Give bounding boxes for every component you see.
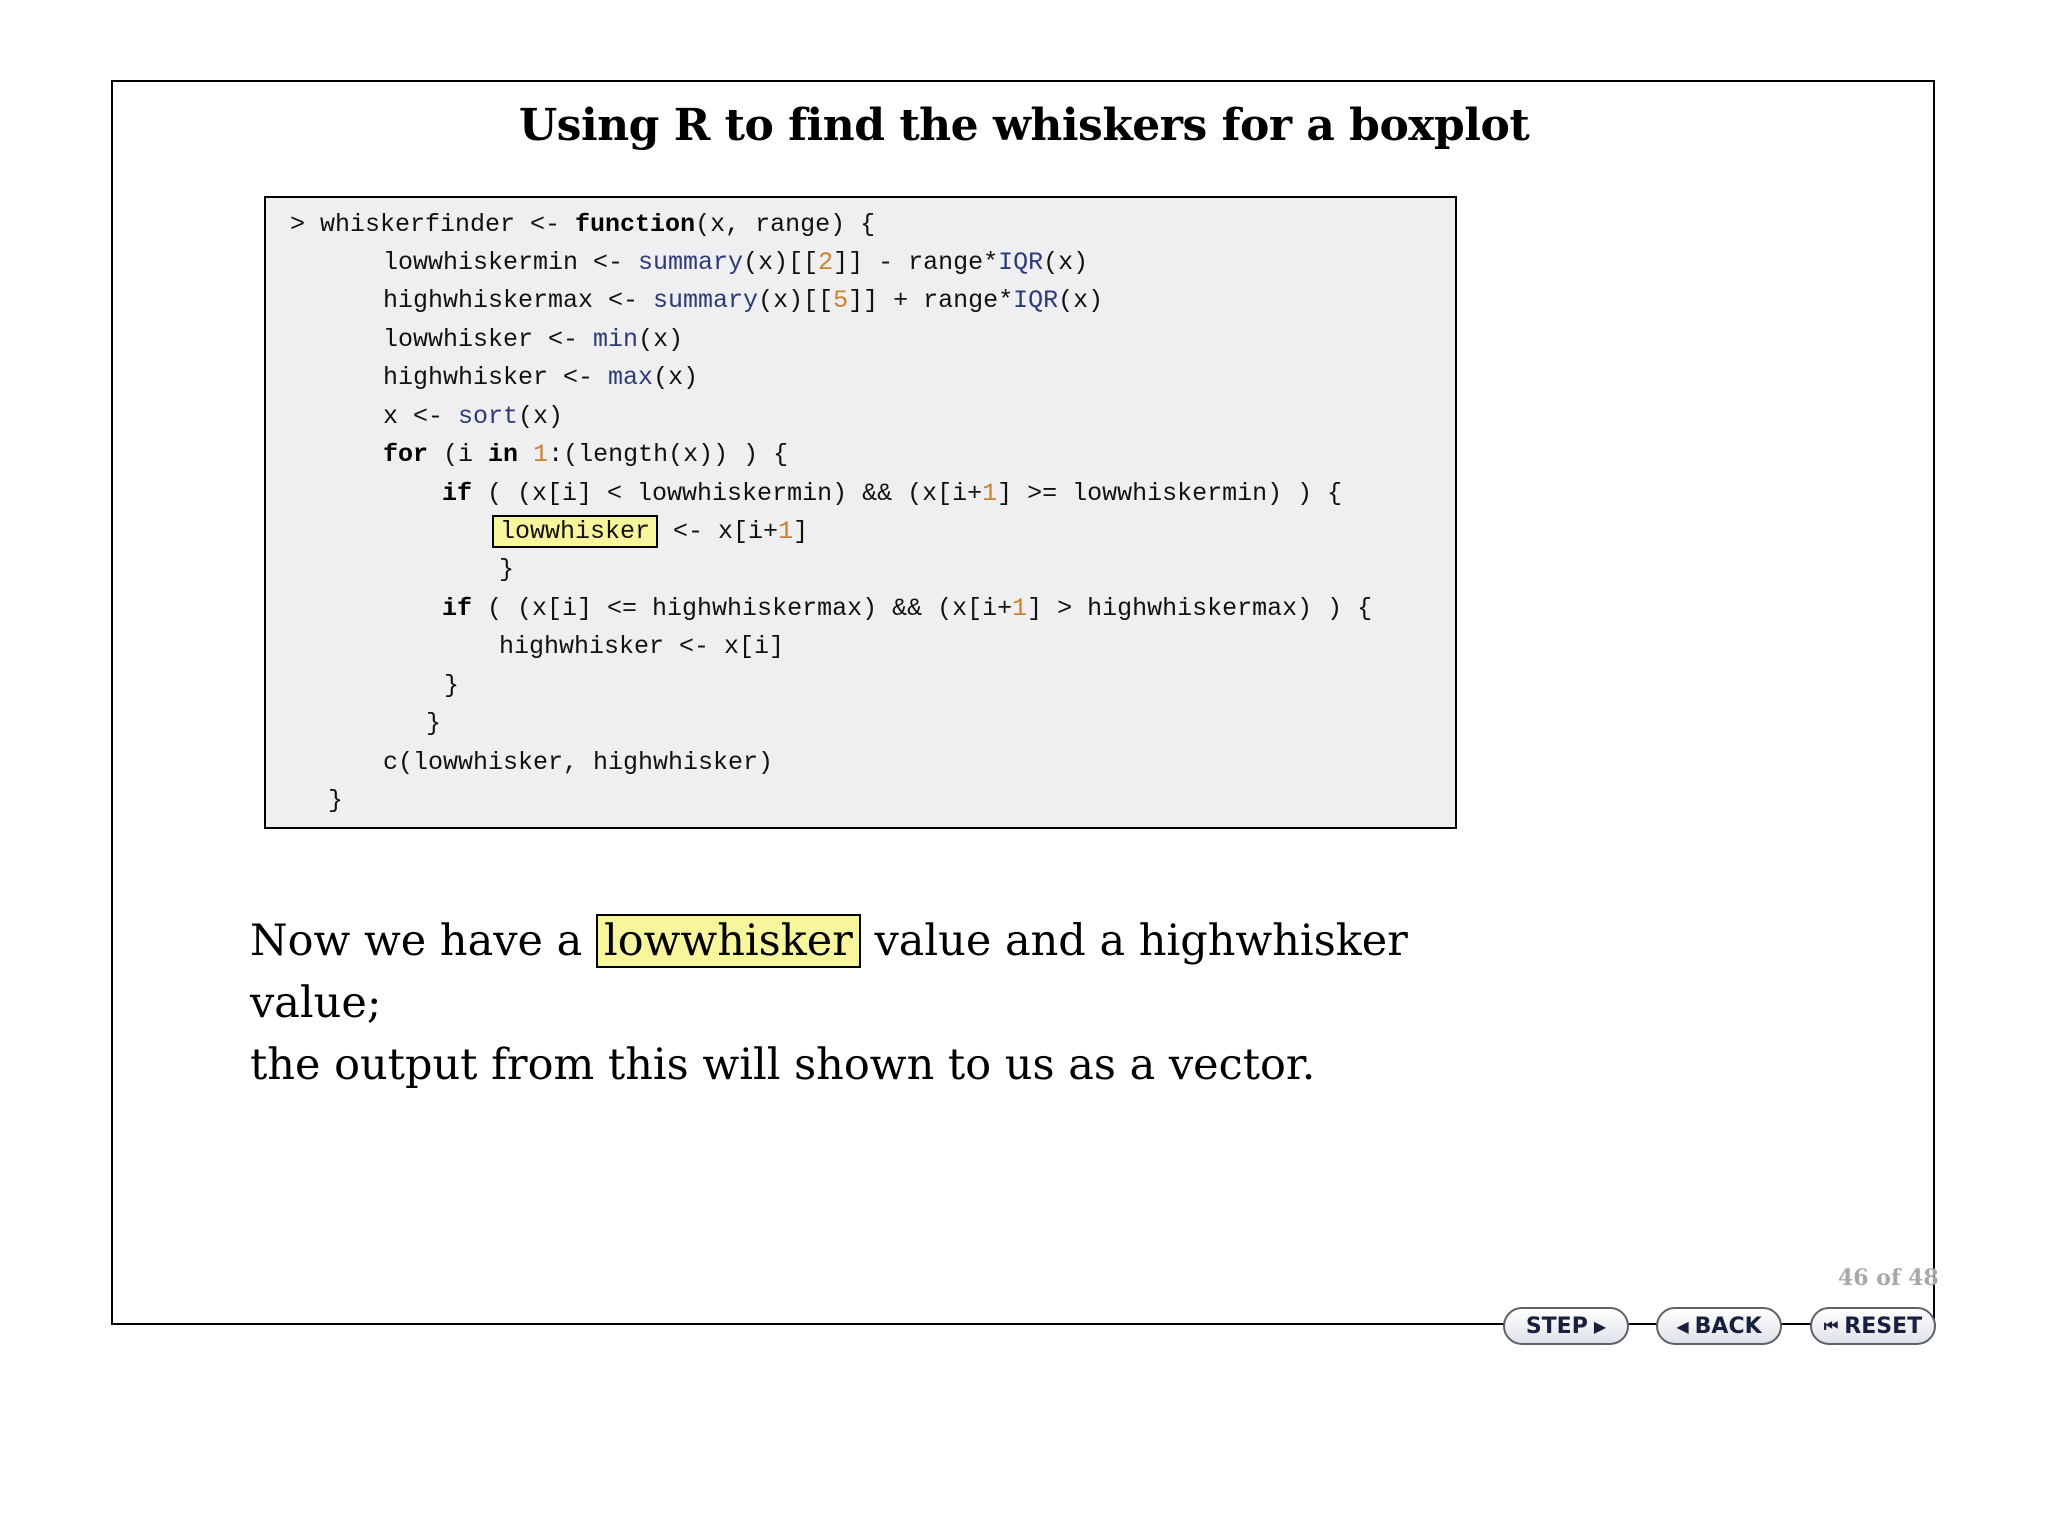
code-line-8: if ( (x[i] < lowwhiskermin) && (x[i+1] >= lowwhiskermin) ) { [442,479,1343,508]
skip-to-start-icon: ⏮ [1823,1316,1839,1335]
code-line-6: x <- sort(x) [383,402,564,431]
code-line-14: } [426,709,442,738]
slide-title: Using R to find the whiskers for a boxplot [518,100,1530,151]
play-icon: ▶ [1593,1316,1607,1336]
reset-label: RESET [1844,1313,1923,1339]
page-indicator: 46 of 48 [1838,1265,1939,1291]
highlighted-lowwhisker-text: lowwhisker [596,914,861,968]
code-line-7: for (i in 1:(length(x)) ) { [383,440,789,469]
caption-line-2: the output from this will shown to us as a vector. [250,1040,1316,1090]
code-line-11: if ( (x[i] <= highwhiskermax) && (x[i+1] > highwhiskermax) ) { [442,594,1373,623]
code-line-13: } [444,671,460,700]
step-label: STEP [1525,1313,1588,1339]
code-line-5: highwhisker <- max(x) [383,363,699,392]
step-button[interactable] [1503,1307,1629,1345]
code-line-10: } [499,555,515,584]
code-line-2: lowwhiskermin <- summary(x)[[2]] - range*IQR(x) [383,248,1089,277]
reset-button[interactable] [1810,1307,1936,1345]
back-arrow-icon: ◀ [1676,1316,1689,1336]
code-block [264,196,1457,829]
code-line-9: lowwhisker <- x[i+1] [492,517,808,547]
code-line-12: highwhisker <- x[i] [499,632,785,661]
caption-line-1: Now we have a lowwhisker value and a highwhisker value; [250,916,1408,1028]
back-label: BACK [1694,1313,1762,1339]
back-button[interactable] [1656,1307,1782,1345]
code-line-16: } [328,786,344,815]
code-line-4: lowwhisker <- min(x) [383,325,684,354]
slide-caption [250,910,1550,1096]
code-line-1: > whiskerfinder <- function(x, range) { [290,210,876,239]
highlighted-lowwhisker-code: lowwhisker [492,515,658,548]
code-line-3: highwhiskermax <- summary(x)[[5]] + range*IQR(x) [383,286,1104,315]
code-line-15: c(lowwhisker, highwhisker) [383,748,774,777]
